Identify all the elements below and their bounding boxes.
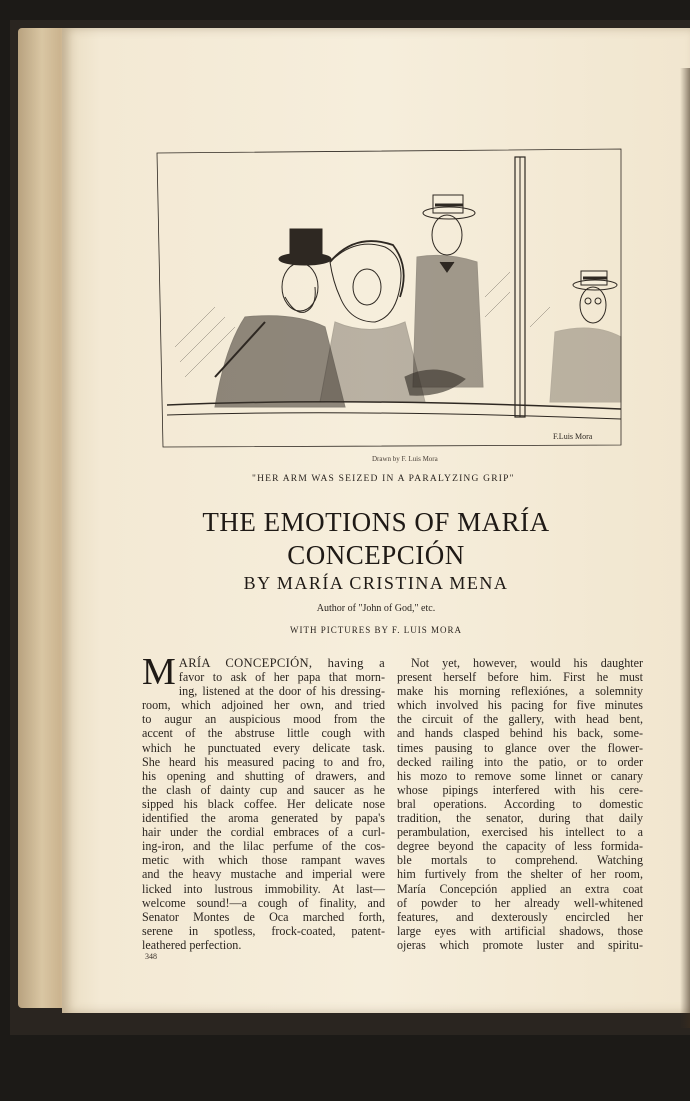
- text-line: ing-iron, and the lilac perfume of the cos-: [142, 839, 385, 854]
- text-line: identified the aroma generated by papa's: [142, 811, 385, 826]
- text-line: María Concepción applied an extra coat: [397, 881, 643, 896]
- text-line: and hands clasped behind his back, some-: [397, 726, 643, 741]
- text-line: whose pipings interfered with his cere-: [397, 782, 643, 797]
- text-line: of powder to her already well-whitened: [397, 895, 643, 910]
- left-column: [142, 651, 385, 952]
- text-line: hair under the cordial embraces of a curl-: [142, 825, 385, 840]
- title-line-1: THE EMOTIONS OF MARÍA: [202, 507, 550, 537]
- text-line: decked railing into the patio, or to order: [397, 754, 643, 769]
- drop-cap: M: [142, 651, 176, 693]
- text-line: to augur an auspicious mood from the: [142, 712, 385, 727]
- text-line: She heard his measured pacing to and fro,: [142, 754, 385, 769]
- illustration-caption: "HER ARM WAS SEIZED IN A PARALYZING GRIP": [252, 474, 515, 484]
- text-line: ble mortals to comprehend. Watching: [397, 853, 643, 868]
- text-line: features, and dexterously encircled her: [397, 909, 643, 924]
- text-line: sipped his black coffee. Her delicate nose: [142, 796, 385, 811]
- text-line: ARÍA CONCEPCIÓN, having a: [178, 656, 385, 670]
- text-line: room, which adjoined her own, and tried: [142, 698, 385, 713]
- text-line: degree beyond the capacity of less formida-: [397, 839, 643, 854]
- text-line: accent of the abstruse little cough with: [142, 726, 385, 741]
- text-line: metic with which those rampant waves: [142, 853, 385, 868]
- text-line: the clash of dainty cup and saucer as he: [142, 782, 385, 797]
- text-line: tradition, the senator, during that daily: [397, 811, 643, 826]
- text-line: serene in spotless, frock-coated, patent-: [142, 923, 385, 938]
- text-line: bral operations. According to domestic: [397, 796, 643, 811]
- text-line: times pausing to glance over the flower-: [397, 740, 643, 755]
- text-line: him furtively from the shelter of her room,: [397, 867, 643, 882]
- text-line: Not yet, however, would his daughter: [411, 656, 643, 670]
- author-credit: Author of "John of God," etc.: [316, 603, 436, 614]
- text-line: large eyes with artificial shadows, those: [397, 923, 643, 938]
- page-number: 348: [145, 952, 157, 961]
- illustrator-credit: WITH PICTURES BY F. LUIS MORA: [290, 625, 462, 635]
- text-line: which involved his pacing for five minutes: [397, 698, 643, 713]
- text-line: which he punctuated every delicate task.: [142, 740, 385, 755]
- text-line: favor to ask of her papa that morn-: [178, 670, 385, 685]
- text-line: present herself before him. First he must: [397, 670, 643, 685]
- text-line: and the heavy mustache and imperial were: [142, 867, 385, 882]
- text-line: perambulation, exercised his intellect to a: [397, 825, 643, 840]
- book-page: [62, 28, 690, 1013]
- text-line: the circuit of the gallery, with head bent,: [397, 712, 643, 727]
- text-line: Senator Montes de Oca marched forth,: [142, 909, 385, 924]
- text-line: his opening and shutting of drawers, and: [142, 768, 385, 783]
- byline: BY MARÍA CRISTINA MENA: [243, 573, 509, 593]
- text-line: licked into lustrous immobility. At last—: [142, 881, 385, 896]
- text-line: ing, listened at the door of his dressing-: [178, 684, 385, 699]
- artist-signature: F.Luis Mora: [553, 432, 593, 441]
- illustration: [155, 147, 623, 453]
- right-column: [397, 656, 643, 952]
- text-line: leathered perfection.: [142, 937, 242, 952]
- text-line: ojeras which promote luster and spiritu-: [397, 937, 643, 952]
- text-line: welcome sound!—a cough of finality, and: [142, 895, 385, 910]
- text-line: his mozo to remove some linnet or canary: [397, 768, 643, 783]
- text-line: make his morning reflexiónes, a solemnity: [397, 684, 643, 699]
- title-line-2: CONCEPCIÓN: [287, 540, 465, 570]
- illustration-credit: Drawn by F. Luis Mora: [372, 455, 438, 463]
